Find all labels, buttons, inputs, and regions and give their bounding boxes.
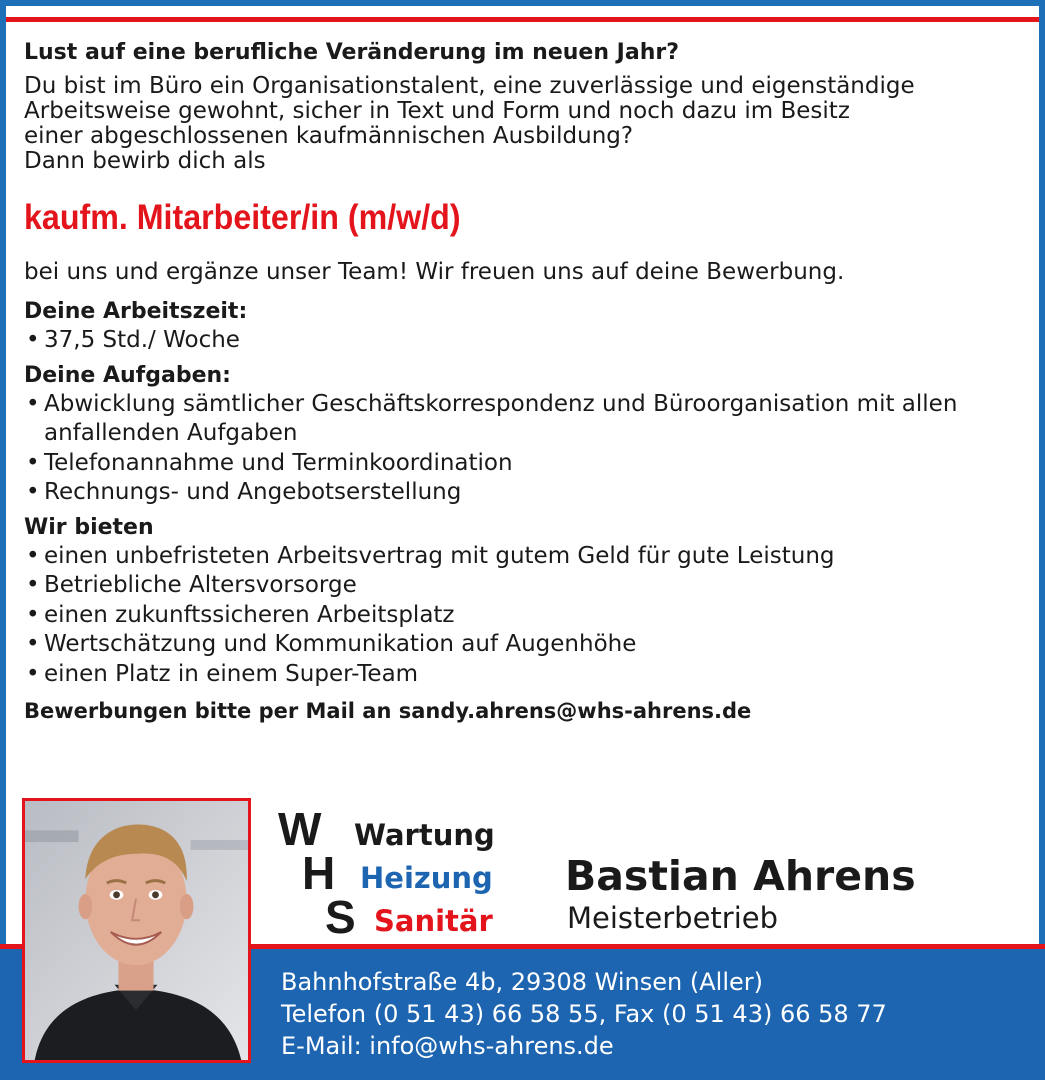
working-time-heading: Deine Arbeitszeit: [24,299,248,324]
apply-instruction: Bewerbungen bitte per Mail an sandy.ahrens@whs-ahrens.de [24,699,752,723]
contact-block [281,966,887,1062]
working-time-list [24,326,1024,356]
list-item: • Abwicklung sämtlicher Geschäftskorrespondenz und Büroorganisation mit allen anfallenden Aufgaben [24,390,1024,449]
job-title: kaufm. Mitarbeiter/in (m/w/d) [24,198,461,237]
list-item: • Telefonannahme und Terminkoordination [24,449,1024,479]
list-item: • einen unbefristeten Arbeitsvertrag mit gutem Geld für gute Leistung [24,542,1024,572]
list-item: • Betriebliche Altersvorsorge [24,571,1024,601]
list-item: • einen Platz in einem Super-Team [24,660,1024,690]
tasks-list [24,390,1024,508]
intro-text [24,74,1024,174]
tasks-heading: Deine Aufgaben: [24,362,231,388]
offers-list [24,542,1024,690]
top-red-rule [6,17,1039,22]
intro-line: Du bist im Büro ein Organisationstalent, eine zuverlässige und eigenständige [24,73,915,99]
logo-word-sanitaer: Sanitär [374,904,493,938]
contact-email[interactable]: E-Mail: info@whs-ahrens.de [281,1032,614,1060]
logo-word-wartung: Wartung [354,818,495,852]
contact-address: Bahnhofstraße 4b, 29308 Winsen (Aller) [281,968,763,996]
ad-headline: Lust auf eine berufliche Veränderung im neuen Jahr? [24,40,679,65]
owner-photo [22,798,251,1063]
list-item: • Wertschätzung und Kommunikation auf Augenhöhe [24,630,1024,660]
whs-logo [278,803,538,946]
intro-line: Arbeitsweise gewohnt, sicher in Text und Form und noch dazu im Besitz [24,98,850,124]
company-subtitle: Meisterbetrieb [567,901,779,935]
portrait-illustration [25,801,248,1060]
company-name: Bastian Ahrens [565,852,916,900]
top-blue-border [0,0,1045,6]
offers-heading: Wir bieten [24,514,154,540]
intro-line: Dann bewirb dich als [24,148,266,174]
list-item: • 37,5 Std./ Woche [24,326,1024,356]
contact-phone: Telefon (0 51 43) 66 58 55, Fax (0 51 43) 66 58 77 [281,1000,887,1028]
ad-body [24,38,1024,725]
list-item: • einen zukunftssicheren Arbeitsplatz [24,601,1024,631]
after-title-text: bei uns und ergänze unser Team! Wir freuen uns auf deine Bewerbung. [24,259,845,285]
left-blue-border [0,0,6,1080]
right-blue-border [1039,0,1045,1080]
list-item: • Rechnungs- und Angebotserstellung [24,478,1024,508]
intro-line: einer abgeschlossenen kaufmännischen Ausbildung? [24,123,634,149]
logo-letter-h: H [302,847,336,899]
logo-word-heizung: Heizung [360,861,493,895]
logo-letter-w: W [278,803,322,855]
logo-letter-s: S [325,891,356,943]
